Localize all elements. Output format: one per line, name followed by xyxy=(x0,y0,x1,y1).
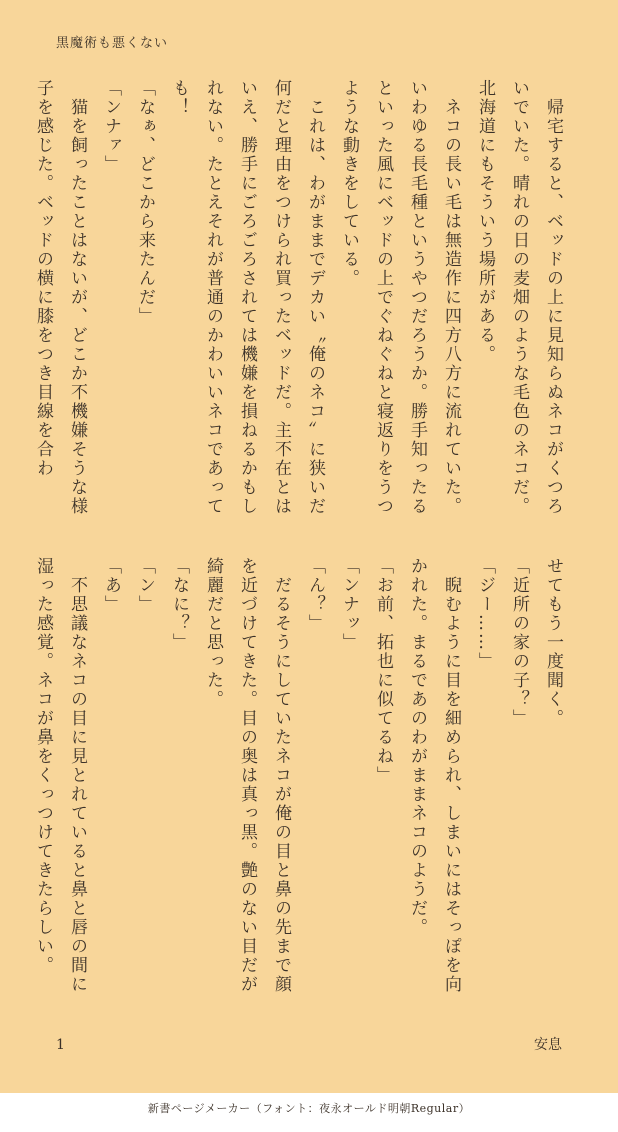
dialogue-line: 「ンナァ」 xyxy=(101,79,121,174)
dialogue-line: 「ジー……」 xyxy=(475,557,495,671)
generator-credit: 新書ページメーカー（フォント：夜永オールド明朝Regular） xyxy=(147,1102,471,1115)
paragraph: 睨むように目を細められ、しまいにはそっぽを向かれた。まるであのわがままネコのようだ。 xyxy=(407,557,461,994)
paragraph: 不思議なネコの目に見とれていると鼻と唇の間に湿った感覚。ネコが鼻をくっつけてきたらしい。 xyxy=(33,557,87,994)
lower-text-block xyxy=(33,557,570,1002)
paragraph: ネコの長い毛は無造作に四方八方に流れていた。いわゆる長毛種というやつだろうか。勝手知ったるといった風にベッドの上でぐねぐねと寝返りをうつような動きをしている。 xyxy=(339,79,461,516)
paragraph: だるそうにしていたネコが俺の目と鼻の先まで顔を近づけてきた。目の奥は真っ黒。艶のない目だが綺麗だと思った。 xyxy=(203,557,291,994)
dialogue-line: 「近所の家の子？」 xyxy=(509,557,529,728)
paragraph: 帰宅すると、ベッドの上に見知らぬネコがくつろいでいた。晴れの日の麦畑のような毛色のネコだ。北海道にもそういう場所がある。 xyxy=(475,79,563,516)
dialogue-line: 「あ」 xyxy=(101,557,121,614)
dialogue-line: 「ん？」 xyxy=(305,557,325,633)
paragraph: これは、わがままでデカい〝俺のネコ〟に狭いだ何だと理由をつけられ買ったベッドだ。主不在とはいえ、勝手にごろごろされては機嫌を損ねるかもしれない。たとえそれが普通のかわいいネコであっても！ xyxy=(169,79,325,516)
page-number: 1 xyxy=(56,1037,65,1053)
dialogue-line: 「ン」 xyxy=(135,557,155,614)
paragraph: せてもう一度聞く。 xyxy=(543,557,563,728)
dialogue-line: 「なぁ、どこから来たんだ」 xyxy=(135,79,155,326)
running-footer-chapter: 安息 xyxy=(534,1037,562,1053)
dialogue-line: 「なに？」 xyxy=(169,557,189,652)
paragraph: 猫を飼ったことはないが、どこか不機嫌そうな様子を感じた。ベッドの横に膝をつき目線を合わ xyxy=(33,79,87,516)
running-header-title: 黒魔術も悪くない xyxy=(56,36,169,51)
upper-text-block xyxy=(33,79,570,524)
dialogue-line: 「ンナッ」 xyxy=(339,557,359,652)
dialogue-line: 「お前、拓也に似てるね」 xyxy=(373,557,393,785)
